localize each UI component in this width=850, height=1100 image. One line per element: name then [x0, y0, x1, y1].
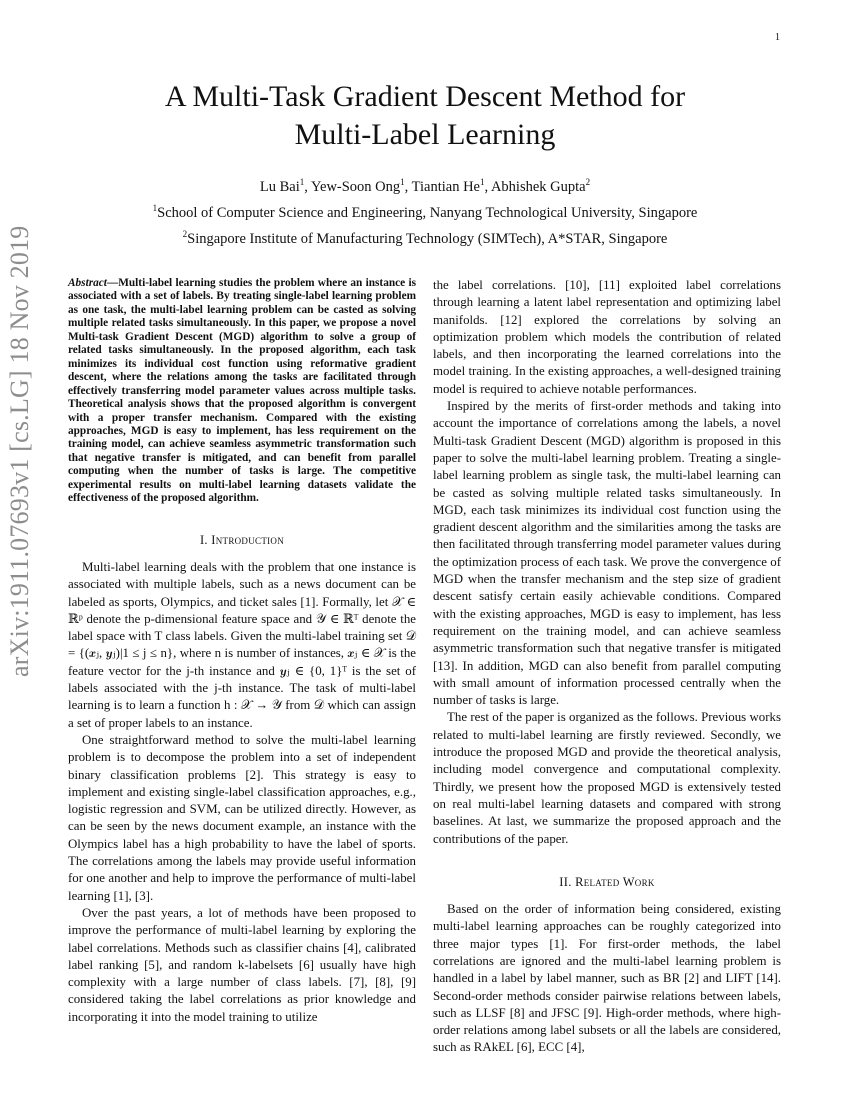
related-paragraph-1: Based on the order of information being considered, existing multi-label learning approaches can be roughly categorized into three major types [1]. For first-order methods, the label correlations are ignored and the multi-label learning problem is handled in a label by label manner, such as BR [2] and LIFT [14]. Second-order methods consider pairwise relations between labels, such as LLSF [8] and JFSC [9]. High-order methods, where high-order relations among label subsets or all the labels are considered, such as RAkEL [6], ECC [4], [433, 902, 781, 1055]
section-heading-introduction: I. Introduction [199, 532, 285, 547]
author-1-sup: 1 [299, 177, 305, 187]
author-2: Yew-Soon Ong [310, 178, 401, 195]
abstract-text: —Multi-label learning studies the problem where an instance is associated with a set of labels. By treating single-label learning problem as one task, the multi-label learning problem can be casted as solving multiple related tasks simultaneously. In this paper, we propose a novel Multi-task Gradient Descent (MGD) algorithm to solve a group of related tasks simultaneously. In the proposed algorithm, each task minimizes its individual cost function using reformative gradient descent, where the relations among the tasks are facilitated through effectively transferring model parameter values across multiple tasks. Theoretical analysis shows that the proposed algorithm is convergent with a proper transfer mechanism. Compared with the existing approaches, MGD is easy to implement, has less requirement on the training model, can achieve seamless asymmetric transformation such that negative transfer is mitigated, and can benefit from parallel computing when the number of tasks is large. The competitive experimental results on multi-label learning datasets validate the effectiveness of the proposed algorithm. [68, 277, 416, 505]
affiliation-2-text: Singapore Institute of Manufacturing Technology (SIMTech), A*STAR, Singapore [187, 230, 668, 247]
author-names: Lu Bai$^1$, Yew-Soon Ong$^1$, Tiantian He$^1$, Abhishek Gupta$^2$ [259, 177, 591, 195]
left-column [68, 277, 416, 1026]
affiliation-1-sup: 1 [152, 202, 158, 213]
intro-paragraph-3: Over the past years, a lot of methods have been proposed to improve the performance of multi-label learning by exploring the label correlations. Methods such as classifier chains [4], calibrated label ranking [5], and random k-labelsets [6] usually have high complexity with a large number of class labels. [7], [8], [9] considered taking the label correlations as prior knowledge and incorporating it into the model training to utilize [68, 905, 416, 1024]
author-1: Lu Bai [259, 178, 300, 195]
intro-paragraph-5: The rest of the paper is organized as the follows. Previous works related to multi-label learning are firstly reviewed. Secondly, we introduce the proposed MGD and provide the theoretical analysis, including model convergence and computational complexity. Thirdly, we present how the proposed MGD is extensively tested on real multi-label learning datasets and compared with strong baselines. At last, we summarize the proposed approach and the contributions of the paper. [433, 710, 781, 846]
author-2-sup: 1 [400, 177, 405, 187]
title-line-2: Multi-Label Learning [294, 118, 556, 151]
arxiv-stamp-text: arXiv:1911.07693v1 [cs.LG] 18 Nov 2019 [5, 225, 34, 677]
abstract [68, 277, 416, 506]
intro-paragraph-1: Multi-label learning deals with the problem that one instance is associated with multiple labels, such as a news document can be labeled as sports, Olympics, and ticket sales [1]. Formally, let 𝒳 ∈ ℝᵖ denote the p-dimensional feature space and 𝒴 ∈ ℝᵀ denote the label space with T class labels. Given the multi-label training set 𝒟 = {(𝒙ⱼ, 𝒚ⱼ)|1 ≤ j ≤ n}, where n is number of instances, 𝒙ⱼ ∈ 𝒳 is the feature vector for the j-th instance and 𝒚ⱼ ∈ {0, 1}ᵀ is the set of labels associated with the j-th instance. The task of multi-label learning is to learn a function h : 𝒳 → 𝒴 from 𝒟 which can assign a set of proper labels to an instance. [68, 560, 416, 730]
intro-paragraph-2: One straightforward method to solve the multi-label learning problem is to decompose the problem into a set of independent binary classification problems [2]. This strategy is easy to implement and existing single-label classification approaches, e.g., logistic regression and SVM, can be utilized directly. However, as can be seen by the news document example, an instance with the Olympics label has a high probability to have the label of sports. The correlations among the labels may provide useful information for one another and help to improve the performance of multi-label learning [1], [3]. [68, 732, 416, 903]
author-3-sup: 1 [480, 177, 485, 187]
author-4-sup: 2 [585, 177, 591, 187]
affiliation-2 [70, 224, 780, 250]
page-number: 1 [775, 32, 780, 43]
author-4: Abhishek Gupta [490, 178, 586, 195]
author-3: Tiantian He [411, 178, 480, 195]
affiliation-2-sup: 2 [182, 228, 188, 239]
paper-title [70, 78, 780, 154]
affiliation-1 [70, 198, 780, 224]
intro-paragraph-4: Inspired by the merits of first-order methods and taking into account the importance of correlations among the labels, a novel Multi-task Gradient Descent (MGD) algorithm is proposed in this paper to solve the multi-label learning problem. Treating a single-label learning problem as single task, the multi-label learning can be casted as solving multiple related tasks simultaneously. In MGD, each task minimizes its individual cost function using the gradient descent algorithm and the similarities among the tasks are then facilitated through transferring model parameter values during the optimization process of each task. We prove the convergence of MGD when the transfer mechanism and the step size of gradient descent satisfy certain easily achievable conditions. Compared with the existing approaches, MGD is easy to implement, has less requirement on the training model, and can achieve seamless asymmetric transformation such that negative transfer is mitigated [13]. In addition, MGD can also benefit from parallel computing with small amount of information processed centrally when the number of tasks is large. [433, 399, 781, 708]
section-heading-related-work: II. Related Work [559, 874, 655, 889]
author-block [70, 172, 780, 249]
right-column [433, 277, 781, 1057]
abstract-label: Abstract [68, 277, 107, 289]
affiliation-1-text: School of Computer Science and Engineering, Nanyang Technological University, Singapore [157, 204, 698, 221]
intro-paragraph-3-continued: the label correlations. [10], [11] exploited label correlations through learning a latent label representation and optimizing label manifolds. [12] explored the correlations by solving an optimization problem which models the contribution of related labels, and then incorporating the learned correlations into the model training. In the existing approaches, a well-designed training model is required to achieve notable performances. [433, 278, 781, 396]
title-line-1: A Multi-Task Gradient Descent Method for [164, 80, 686, 113]
